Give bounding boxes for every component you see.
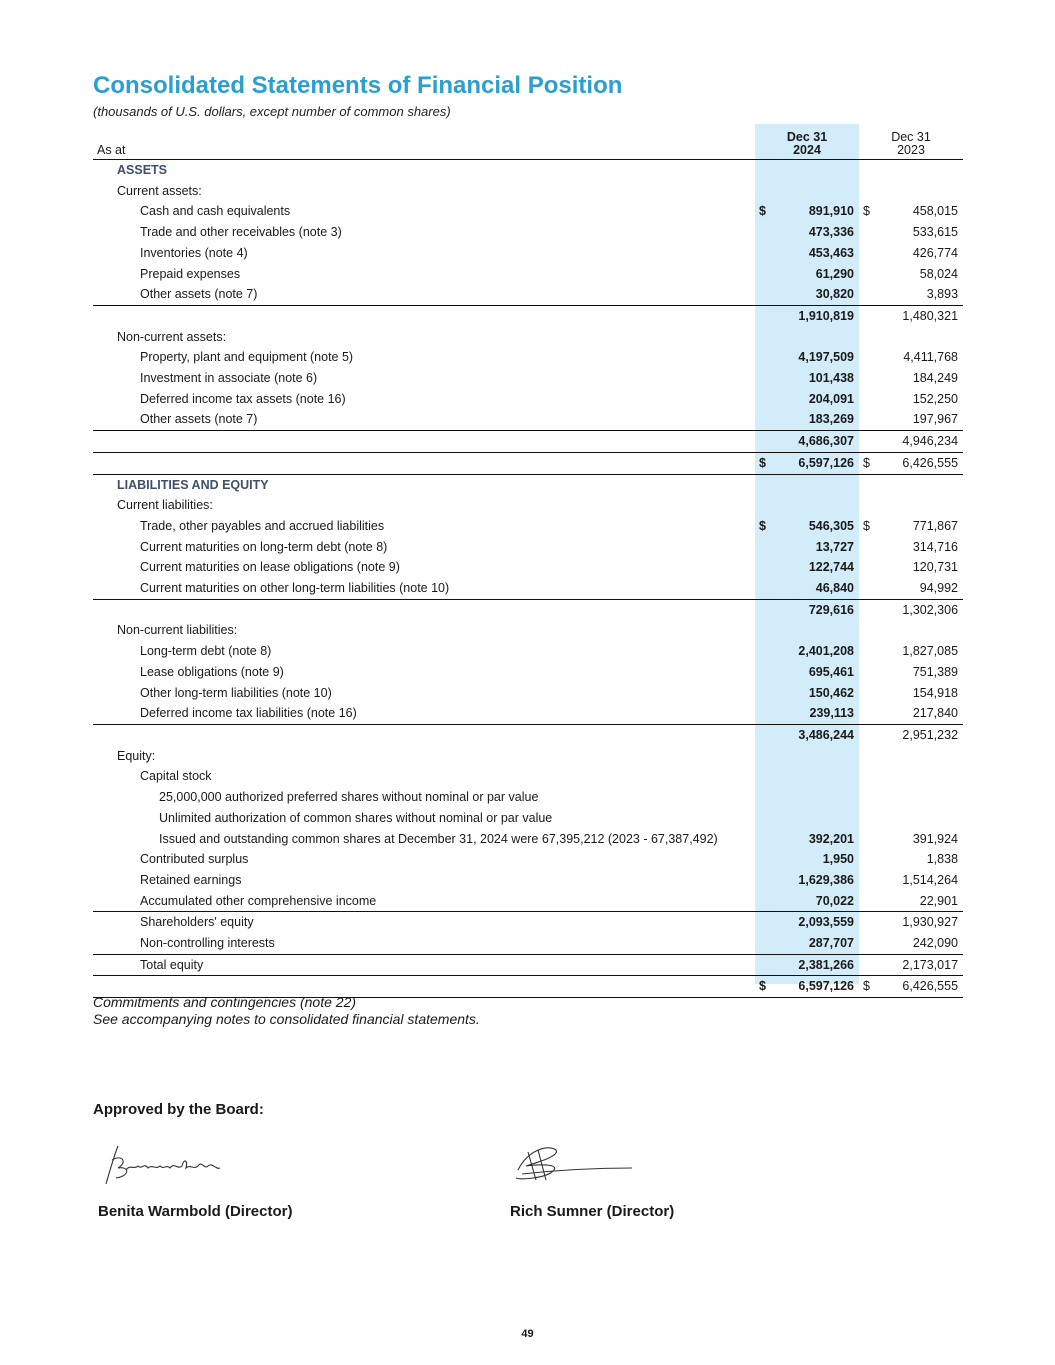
table-row — [93, 703, 963, 724]
value-2024: 70,022 — [775, 891, 859, 912]
row-label: ASSETS — [117, 163, 168, 177]
row-label: Current assets: — [117, 183, 202, 198]
value-2024 — [775, 766, 859, 787]
value-2023: 314,716 — [912, 539, 959, 554]
value-2023: 197,967 — [879, 409, 963, 430]
row-label: Cash and cash equivalents — [140, 204, 291, 219]
currency-symbol-2023 — [859, 495, 879, 516]
value-2024: 2,381,266 — [775, 954, 859, 976]
value-2024: 4,197,509 — [798, 350, 854, 365]
row-label: Capital stock — [140, 769, 212, 784]
note-accompanying: See accompanying notes to consolidated financial statements. — [93, 1011, 480, 1027]
currency-symbol-2023 — [859, 912, 879, 933]
currency-symbol-2023 — [859, 683, 879, 704]
table-row — [93, 724, 963, 745]
value-2023: 391,924 — [912, 831, 959, 846]
value-2024: 729,616 — [808, 602, 854, 617]
value-2024: 183,269 — [775, 409, 859, 430]
signature-sumner — [508, 1140, 638, 1190]
row-label — [93, 431, 755, 453]
currency-symbol-2024 — [755, 284, 775, 305]
row-label: Current maturities on long-term debt (note 8) — [140, 539, 388, 554]
currency-symbol-2024 — [755, 160, 775, 181]
table-row — [93, 305, 963, 326]
value-2023: 533,615 — [912, 225, 959, 240]
currency-symbol-2023 — [859, 409, 879, 430]
table-row — [93, 495, 963, 516]
table-row — [93, 243, 963, 264]
value-2023: 154,918 — [912, 685, 959, 700]
table-row — [93, 452, 963, 474]
header-col-2024-line1: Dec 31 — [786, 130, 828, 144]
row-label: Other long-term liabilities (note 10) — [140, 685, 332, 700]
currency-symbol-2024 — [755, 891, 775, 912]
currency-symbol-2024 — [755, 829, 775, 850]
table-row — [93, 766, 963, 787]
currency-symbol-2023: $ — [863, 204, 870, 219]
value-2023: 4,411,768 — [903, 350, 959, 365]
currency-symbol-2023 — [859, 431, 879, 453]
currency-symbol-2023 — [859, 327, 879, 348]
currency-symbol-2024 — [755, 243, 775, 264]
value-2024 — [775, 474, 859, 495]
currency-symbol-2024 — [755, 347, 775, 368]
currency-symbol-2024 — [755, 431, 775, 453]
row-label: Inventories (note 4) — [140, 245, 248, 260]
value-2024: 46,840 — [775, 578, 859, 599]
value-2024 — [775, 160, 859, 181]
value-2023: 1,930,927 — [902, 915, 959, 930]
value-2023: 120,731 — [912, 560, 959, 575]
currency-symbol-2024 — [755, 305, 775, 326]
currency-symbol-2024 — [755, 578, 775, 599]
currency-symbol-2024 — [755, 620, 775, 641]
currency-symbol-2024: $ — [759, 518, 766, 533]
value-2024 — [775, 808, 859, 829]
row-label — [93, 452, 755, 474]
currency-symbol-2023: $ — [863, 518, 870, 533]
currency-symbol-2023 — [859, 537, 879, 558]
currency-symbol-2024 — [755, 703, 775, 724]
value-2023: 4,946,234 — [879, 431, 963, 453]
row-label: Lease obligations (note 9) — [140, 664, 284, 679]
value-2023 — [879, 766, 963, 787]
table-row — [93, 849, 963, 870]
value-2023 — [879, 787, 963, 808]
table-row — [93, 683, 963, 704]
row-label: Unlimited authorization of common shares without nominal or par value — [159, 810, 553, 825]
value-2023: 751,389 — [912, 664, 959, 679]
table-row — [93, 662, 963, 683]
currency-symbol-2024: $ — [759, 204, 766, 219]
value-2023 — [879, 160, 963, 181]
page-title: Consolidated Statements of Financial Position — [93, 72, 623, 99]
value-2023: 1,514,264 — [902, 872, 959, 887]
row-label: Current liabilities: — [117, 498, 213, 513]
row-label: Long-term debt (note 8) — [140, 644, 272, 659]
row-label: Prepaid expenses — [140, 266, 241, 281]
table-row — [93, 327, 963, 348]
director-name-warmbold: Benita Warmbold (Director) — [98, 1203, 293, 1220]
currency-symbol-2023 — [859, 264, 879, 285]
value-2024: 546,305 — [808, 518, 854, 533]
value-2023 — [879, 495, 963, 516]
table-row — [93, 912, 963, 933]
value-2023: 217,840 — [879, 703, 963, 724]
row-label: Trade and other receivables (note 3) — [140, 225, 342, 240]
currency-symbol-2024: $ — [755, 976, 775, 998]
currency-symbol-2023 — [859, 808, 879, 829]
currency-symbol-2024 — [755, 557, 775, 578]
currency-symbol-2023 — [859, 787, 879, 808]
page-subtitle: (thousands of U.S. dollars, except number of common shares) — [93, 104, 451, 119]
value-2024: 6,597,126 — [775, 452, 859, 474]
value-2024: 239,113 — [775, 703, 859, 724]
value-2023: 58,024 — [919, 266, 959, 281]
value-2023: 771,867 — [912, 518, 959, 533]
value-2023: 2,173,017 — [879, 954, 963, 976]
table-row — [93, 976, 963, 998]
currency-symbol-2024 — [755, 683, 775, 704]
currency-symbol-2023 — [859, 870, 879, 891]
row-label: Contributed surplus — [140, 852, 249, 867]
value-2024: 13,727 — [815, 539, 854, 554]
table-row — [93, 264, 963, 285]
currency-symbol-2024 — [755, 222, 775, 243]
value-2024: 1,910,819 — [798, 308, 854, 323]
value-2024 — [775, 746, 859, 767]
currency-symbol-2023 — [859, 222, 879, 243]
row-label — [93, 976, 755, 998]
value-2023 — [879, 746, 963, 767]
currency-symbol-2023 — [859, 641, 879, 662]
row-label: Current maturities on other long-term liabilities (note 10) — [93, 578, 755, 599]
value-2023: 1,827,085 — [902, 644, 959, 659]
value-2024: 287,707 — [775, 933, 859, 954]
currency-symbol-2023 — [859, 305, 879, 326]
row-label: Property, plant and equipment (note 5) — [140, 350, 354, 365]
header-col-2024-line2: 2024 — [793, 143, 821, 157]
currency-symbol-2023 — [859, 599, 879, 620]
note-commitments: Commitments and contingencies (note 22) — [93, 994, 357, 1010]
table-row — [93, 368, 963, 389]
value-2023 — [879, 474, 963, 495]
value-2024: 2,093,559 — [798, 915, 854, 930]
table-row — [93, 599, 963, 620]
header-col-2023-line1: Dec 31 — [891, 130, 931, 144]
notes — [93, 994, 480, 1028]
value-2023: 2,951,232 — [902, 727, 959, 742]
table-row — [93, 746, 963, 767]
currency-symbol-2023 — [859, 578, 879, 599]
value-2024: 3,486,244 — [798, 727, 854, 742]
row-label: Other assets (note 7) — [93, 409, 755, 430]
currency-symbol-2023 — [859, 954, 879, 976]
row-label: Deferred income tax assets (note 16) — [140, 391, 346, 406]
value-2023 — [879, 620, 963, 641]
table-row — [93, 347, 963, 368]
currency-symbol-2023 — [859, 703, 879, 724]
value-2024: 204,091 — [808, 391, 854, 406]
value-2024: 61,290 — [815, 266, 854, 281]
table-row — [93, 870, 963, 891]
value-2024: 6,597,126 — [775, 976, 859, 998]
value-2024 — [775, 620, 859, 641]
table-row — [93, 787, 963, 808]
currency-symbol-2024 — [755, 537, 775, 558]
value-2023: 6,426,555 — [879, 976, 963, 998]
currency-symbol-2023 — [859, 746, 879, 767]
table-row — [93, 516, 963, 537]
header-as-at: As at — [93, 124, 755, 160]
table-row — [93, 620, 963, 641]
value-2023: 184,249 — [912, 371, 959, 386]
currency-symbol-2024 — [755, 746, 775, 767]
currency-symbol-2024 — [755, 368, 775, 389]
value-2023: 426,774 — [912, 245, 959, 260]
table-row — [93, 829, 963, 850]
currency-symbol-2023 — [859, 620, 879, 641]
currency-symbol-2024 — [755, 808, 775, 829]
value-2024: 101,438 — [808, 371, 854, 386]
value-2024: 4,686,307 — [775, 431, 859, 453]
value-2024 — [775, 327, 859, 348]
table-row — [93, 409, 963, 430]
director-name-sumner: Rich Sumner (Director) — [510, 1203, 675, 1220]
value-2023: 94,992 — [879, 578, 963, 599]
table-body — [93, 124, 963, 998]
value-2023: 458,015 — [912, 204, 959, 219]
table-row — [93, 181, 963, 202]
currency-symbol-2023 — [859, 243, 879, 264]
table-row — [93, 431, 963, 453]
currency-symbol-2023 — [859, 829, 879, 850]
section-row — [93, 160, 963, 181]
financial-position-table — [93, 124, 963, 998]
currency-symbol-2023 — [859, 347, 879, 368]
currency-symbol-2024: $ — [755, 452, 775, 474]
value-2024: 122,744 — [808, 560, 854, 575]
value-2024: 392,201 — [808, 831, 854, 846]
table-row — [93, 389, 963, 410]
table-row — [93, 641, 963, 662]
table-row — [93, 933, 963, 954]
value-2023: 1,302,306 — [902, 602, 959, 617]
currency-symbol-2024 — [755, 912, 775, 933]
currency-symbol-2023 — [859, 368, 879, 389]
table-row — [93, 222, 963, 243]
row-label: Issued and outstanding common shares at December 31, 2024 were 67,395,212 (2023 - 67,387,492) — [159, 831, 718, 846]
currency-symbol-2023: $ — [859, 452, 879, 474]
currency-symbol-2023 — [859, 766, 879, 787]
currency-symbol-2024 — [755, 766, 775, 787]
value-2023: 152,250 — [912, 391, 959, 406]
currency-symbol-2023 — [859, 662, 879, 683]
currency-symbol-2024 — [755, 641, 775, 662]
currency-symbol-2024 — [755, 474, 775, 495]
table-row — [93, 557, 963, 578]
value-2024: 30,820 — [775, 284, 859, 305]
currency-symbol-2023 — [859, 474, 879, 495]
currency-symbol-2023 — [859, 724, 879, 745]
table-row — [93, 537, 963, 558]
financial-position-table-wrap — [93, 124, 962, 998]
value-2024: 2,401,208 — [798, 644, 854, 659]
row-label: Other assets (note 7) — [93, 284, 755, 305]
value-2024: 695,461 — [808, 664, 854, 679]
currency-symbol-2024 — [755, 954, 775, 976]
currency-symbol-2023 — [859, 849, 879, 870]
page-number: 49 — [521, 1328, 534, 1340]
row-label: Investment in associate (note 6) — [140, 371, 318, 386]
value-2023: 1,838 — [926, 852, 959, 867]
currency-symbol-2024 — [755, 724, 775, 745]
value-2023: 3,893 — [879, 284, 963, 305]
currency-symbol-2024 — [755, 870, 775, 891]
row-label: Current maturities on lease obligations (note 9) — [140, 560, 400, 575]
value-2023 — [879, 327, 963, 348]
table-row — [93, 954, 963, 976]
value-2024 — [775, 181, 859, 202]
currency-symbol-2023 — [859, 160, 879, 181]
currency-symbol-2024 — [755, 181, 775, 202]
currency-symbol-2024 — [755, 787, 775, 808]
value-2024: 1,629,386 — [798, 872, 854, 887]
currency-symbol-2024 — [755, 933, 775, 954]
currency-symbol-2024 — [755, 409, 775, 430]
table-header-row — [93, 124, 963, 160]
currency-symbol-2023: $ — [859, 976, 879, 998]
row-label: Trade, other payables and accrued liabilities — [140, 518, 385, 533]
table-row — [93, 201, 963, 222]
value-2023: 6,426,555 — [879, 452, 963, 474]
row-label: Non-controlling interests — [93, 933, 755, 954]
currency-symbol-2024 — [755, 599, 775, 620]
row-label: Deferred income tax liabilities (note 16) — [93, 703, 755, 724]
signature-warmbold — [100, 1140, 230, 1190]
row-label: Accumulated other comprehensive income — [93, 891, 755, 912]
header-col-2024 — [755, 124, 859, 160]
row-label: Retained earnings — [140, 872, 242, 887]
table-row — [93, 808, 963, 829]
header-col-2023-line2: 2023 — [897, 143, 925, 157]
currency-symbol-2023 — [859, 181, 879, 202]
value-2024: 150,462 — [808, 685, 854, 700]
currency-symbol-2024 — [755, 849, 775, 870]
value-2024: 453,463 — [808, 245, 854, 260]
row-label: Non-current assets: — [117, 329, 227, 344]
currency-symbol-2023 — [859, 284, 879, 305]
row-label: Non-current liabilities: — [117, 623, 238, 638]
value-2024: 891,910 — [808, 204, 854, 219]
row-label — [93, 305, 755, 326]
table-row — [93, 891, 963, 912]
approved-by-board: Approved by the Board: — [93, 1101, 264, 1118]
header-col-2023 — [859, 124, 963, 160]
value-2024: 1,950 — [822, 852, 854, 867]
value-2024 — [775, 787, 859, 808]
currency-symbol-2023 — [859, 389, 879, 410]
value-2023 — [879, 181, 963, 202]
value-2024 — [775, 495, 859, 516]
currency-symbol-2023 — [859, 557, 879, 578]
row-label — [93, 724, 755, 745]
value-2023: 22,901 — [879, 891, 963, 912]
currency-symbol-2024 — [755, 327, 775, 348]
row-label: Equity: — [117, 748, 156, 763]
row-label: LIABILITIES AND EQUITY — [117, 477, 269, 492]
value-2023 — [879, 808, 963, 829]
value-2023: 1,480,321 — [902, 308, 959, 323]
table-row — [93, 578, 963, 599]
currency-symbol-2023 — [859, 891, 879, 912]
currency-symbol-2024 — [755, 495, 775, 516]
table-row — [93, 284, 963, 305]
currency-symbol-2023 — [859, 933, 879, 954]
row-label: Shareholders' equity — [140, 915, 254, 930]
currency-symbol-2024 — [755, 662, 775, 683]
currency-symbol-2024 — [755, 389, 775, 410]
row-label — [93, 599, 755, 620]
value-2024: 473,336 — [808, 225, 854, 240]
value-2023: 242,090 — [879, 933, 963, 954]
row-label: 25,000,000 authorized preferred shares without nominal or par value — [159, 790, 539, 805]
row-label: Total equity — [93, 954, 755, 976]
section-row — [93, 474, 963, 495]
currency-symbol-2024 — [755, 264, 775, 285]
